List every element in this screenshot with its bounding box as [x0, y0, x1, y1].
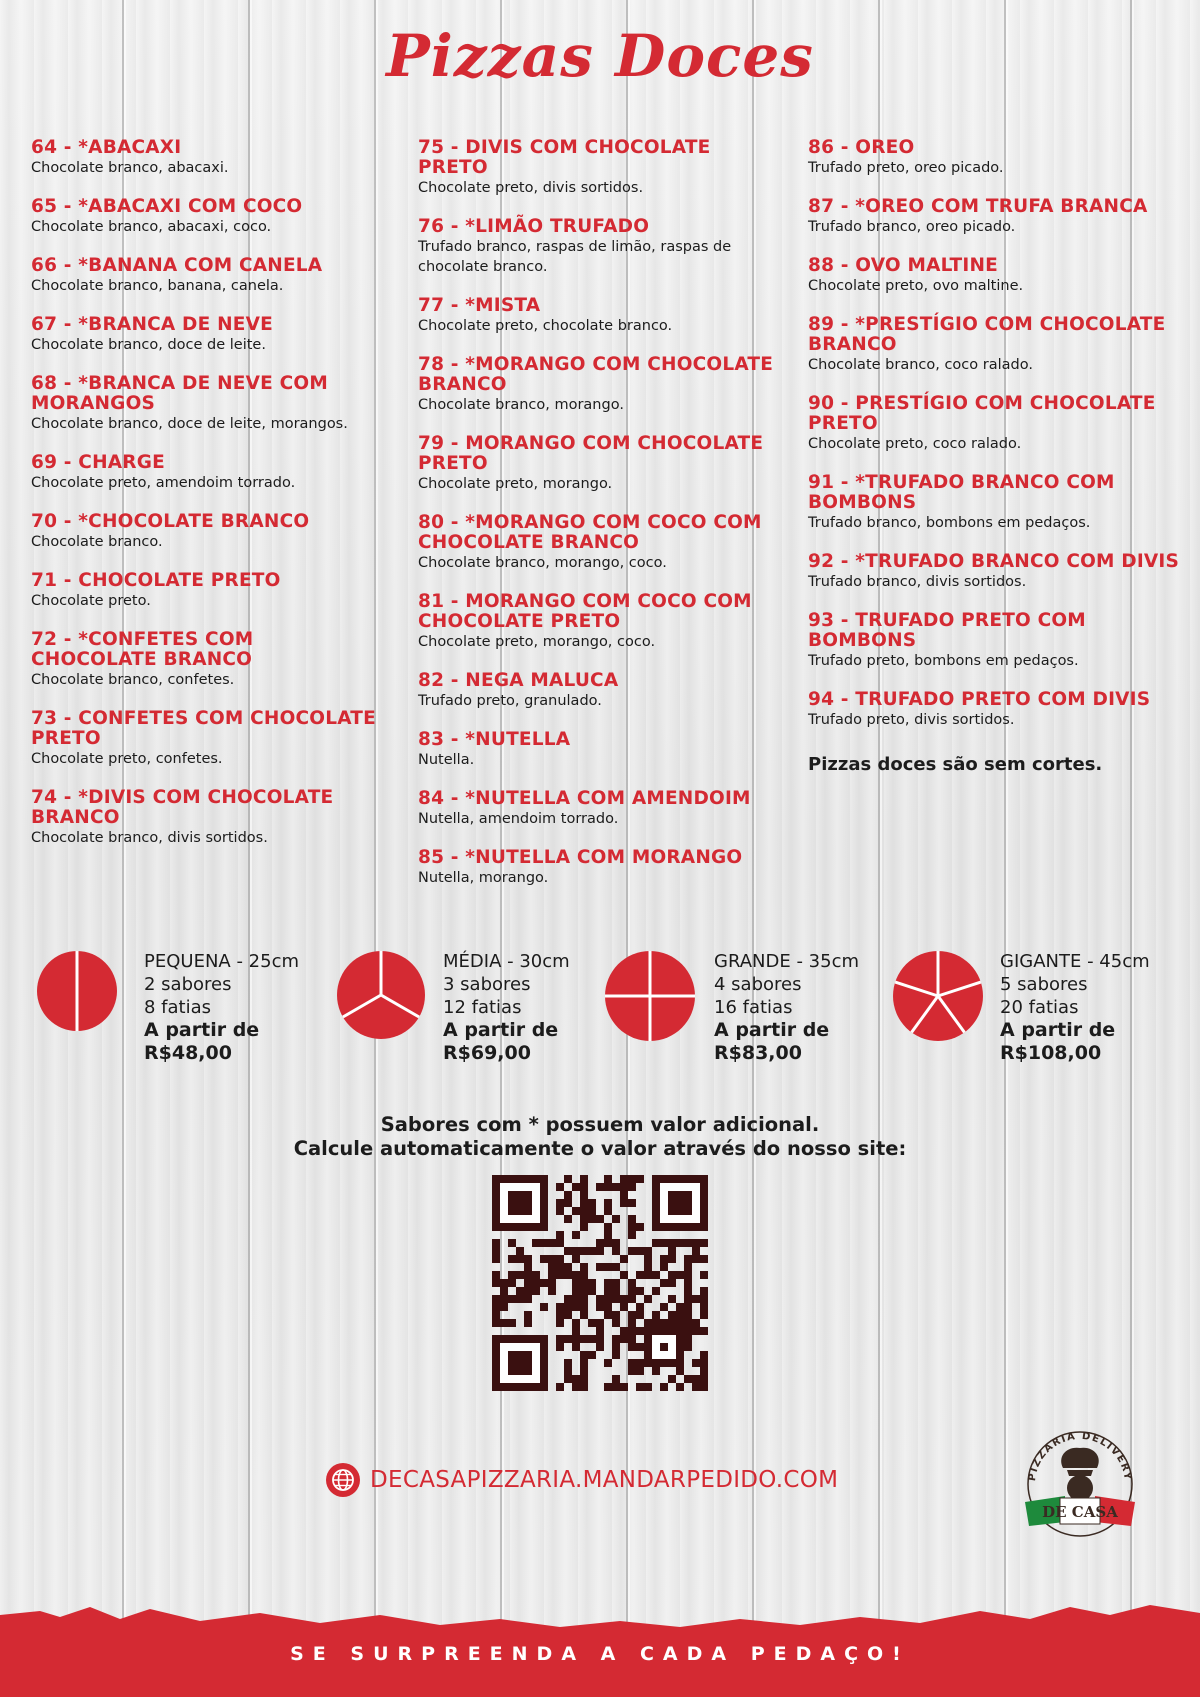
pizza-3-slices-icon — [336, 950, 426, 1040]
price-prefix: A partir de — [443, 1019, 559, 1041]
page-title: Pizzas Doces — [386, 22, 814, 90]
menu-item-description: Nutella. — [418, 752, 475, 768]
menu-item — [808, 138, 1180, 178]
menu-item-name: 86 - OREO — [808, 137, 915, 158]
size-label: PEQUENA - 25cm — [144, 951, 299, 972]
menu-item-name: 82 - NEGA MALUCA — [418, 670, 619, 691]
menu-column-3-items — [808, 138, 1180, 730]
menu-item-name: 75 - DIVIS COM CHOCOLATE PRETO — [418, 137, 711, 178]
menu-item-name: 79 - MORANGO COM CHOCOLATE PRETO — [418, 433, 764, 474]
size-info — [714, 950, 859, 1065]
size-slices: 8 fatias — [144, 997, 212, 1018]
menu-item — [418, 217, 783, 277]
menu-item-description: Trufado preto, granulado. — [418, 693, 602, 709]
menu-item-name: 76 - *LIMÃO TRUFADO — [418, 216, 650, 237]
price-value: R$83,00 — [714, 1042, 802, 1064]
menu-item-name: 69 - CHARGE — [31, 452, 165, 473]
info-line-1: Sabores com * possuem valor adicional. — [380, 1113, 820, 1136]
menu-item — [808, 611, 1180, 671]
menu-item — [808, 256, 1180, 296]
menu-item — [31, 453, 376, 493]
menu-item-description: Trufado preto, bombons em pedaços. — [808, 653, 1079, 669]
menu-item-name: 66 - *BANANA COM CANELA — [31, 255, 323, 276]
menu-item-name: 92 - *TRUFADO BRANCO COM DIVIS — [808, 551, 1180, 572]
no-cut-note: Pizzas doces são sem cortes. — [808, 754, 1103, 775]
menu-item-description: Chocolate branco, doce de leite, morangos. — [31, 416, 348, 432]
price-prefix: A partir de — [1000, 1019, 1116, 1041]
price-value: R$108,00 — [1000, 1042, 1102, 1064]
price-prefix: A partir de — [714, 1019, 830, 1041]
menu-item — [808, 690, 1180, 730]
menu-item-description: Nutella, morango. — [418, 870, 549, 886]
menu-item-description: Chocolate branco, abacaxi. — [31, 160, 229, 176]
menu-item-name: 73 - CONFETES COM CHOCOLATE PRETO — [31, 708, 376, 749]
menu-item-name: 84 - *NUTELLA COM AMENDOIM — [418, 788, 751, 809]
menu-item — [418, 592, 783, 652]
menu-item — [418, 730, 783, 770]
menu-item — [31, 571, 376, 611]
menu-item — [31, 138, 376, 178]
menu-item — [418, 789, 783, 829]
menu-item — [418, 434, 783, 494]
menu-item-description: Chocolate preto. — [31, 593, 151, 609]
menu-item — [418, 355, 783, 415]
menu-item-name: 70 - *CHOCOLATE BRANCO — [31, 511, 310, 532]
menu-column-3 — [808, 138, 1180, 775]
price-prefix: A partir de — [144, 1019, 260, 1041]
menu-item — [808, 473, 1180, 533]
menu-item-description: Chocolate preto, chocolate branco. — [418, 318, 673, 334]
menu-item-name: 83 - *NUTELLA — [418, 729, 571, 750]
size-label: GIGANTE - 45cm — [1000, 951, 1150, 972]
menu-item — [418, 296, 783, 336]
menu-item — [31, 256, 376, 296]
menu-item-description: Chocolate branco, confetes. — [31, 672, 235, 688]
size-flavors: 5 sabores — [1000, 974, 1088, 995]
pizza-5-slices-icon — [892, 950, 984, 1042]
menu-item-description: Trufado branco, divis sortidos. — [808, 574, 1027, 590]
menu-item-description: Chocolate branco, morango. — [418, 397, 624, 413]
menu-item-name: 88 - OVO MALTINE — [808, 255, 998, 276]
menu-item-description: Trufado branco, bombons em pedaços. — [808, 515, 1091, 531]
size-flavors: 3 sabores — [443, 974, 531, 995]
size-flavors: 2 sabores — [144, 974, 232, 995]
menu-item — [808, 197, 1180, 237]
menu-item-name: 71 - CHOCOLATE PRETO — [31, 570, 281, 591]
menu-item-description: Chocolate branco. — [31, 534, 163, 550]
menu-item-name: 80 - *MORANGO COM COCO COM CHOCOLATE BRANCO — [418, 512, 762, 553]
menu-item-name: 74 - *DIVIS COM CHOCOLATE BRANCO — [31, 787, 334, 828]
size-slices: 12 fatias — [443, 997, 522, 1018]
menu-item-description: Chocolate branco, abacaxi, coco. — [31, 219, 272, 235]
logo-name: DE CASA — [1042, 1503, 1118, 1521]
menu-item-description: Trufado branco, oreo picado. — [808, 219, 1016, 235]
logo-ring-text: PIZZARIA DELIVERY — [1026, 1430, 1134, 1482]
menu-item-name: 91 - *TRUFADO BRANCO COM BOMBONS — [808, 472, 1115, 513]
menu-item-name: 78 - *MORANGO COM CHOCOLATE BRANCO — [418, 354, 774, 395]
menu-item-name: 67 - *BRANCA DE NEVE — [31, 314, 273, 335]
menu-item — [31, 374, 376, 434]
price-value: R$48,00 — [144, 1042, 232, 1064]
info-line-2: Calcule automaticamente o valor através do nosso site: — [293, 1137, 907, 1160]
menu-item-description: Trufado preto, divis sortidos. — [808, 712, 1015, 728]
menu-item — [808, 552, 1180, 592]
menu-item-description: Chocolate branco, divis sortidos. — [31, 830, 268, 846]
menu-item-name: 77 - *MISTA — [418, 295, 541, 316]
size-flavors: 4 sabores — [714, 974, 802, 995]
menu-item — [31, 512, 376, 552]
menu-item-name: 64 - *ABACAXI — [31, 137, 182, 158]
menu-item — [31, 197, 376, 237]
qr-code[interactable] — [492, 1175, 708, 1391]
menu-item-description: Chocolate branco, morango, coco. — [418, 555, 667, 571]
menu-item-name: 72 - *CONFETES COM CHOCOLATE BRANCO — [31, 629, 254, 670]
menu-item-name: 94 - TRUFADO PRETO COM DIVIS — [808, 689, 1151, 710]
menu-item — [31, 788, 376, 848]
menu-item-name: 68 - *BRANCA DE NEVE COM MORANGOS — [31, 373, 328, 414]
menu-item-name: 87 - *OREO COM TRUFA BRANCA — [808, 196, 1148, 217]
menu-column-2 — [418, 138, 783, 907]
menu-item — [418, 848, 783, 888]
menu-item-name: 93 - TRUFADO PRETO COM BOMBONS — [808, 610, 1086, 651]
menu-item-name: 85 - *NUTELLA COM MORANGO — [418, 847, 743, 868]
menu-item — [418, 513, 783, 573]
size-info — [1000, 950, 1150, 1065]
menu-item-description: Chocolate preto, divis sortidos. — [418, 180, 644, 196]
menu-item-name: 65 - *ABACAXI COM COCO — [31, 196, 303, 217]
menu-item — [418, 138, 783, 198]
globe-icon — [326, 1463, 360, 1497]
menu-item — [808, 315, 1180, 375]
menu-item-description: Nutella, amendoim torrado. — [418, 811, 619, 827]
menu-item-description: Trufado branco, raspas de limão, raspas de chocolate branco. — [418, 239, 732, 275]
menu-item-description: Chocolate preto, morango. — [418, 476, 613, 492]
menu-item-description: Chocolate preto, confetes. — [31, 751, 223, 767]
menu-item-description: Chocolate preto, ovo maltine. — [808, 278, 1024, 294]
menu-item-description: Chocolate branco, coco ralado. — [808, 357, 1033, 373]
size-slices: 16 fatias — [714, 997, 793, 1018]
menu-item — [31, 709, 376, 769]
size-label: MÉDIA - 30cm — [443, 951, 570, 972]
size-info — [443, 950, 570, 1065]
pizzaria-logo — [1005, 1418, 1155, 1538]
size-info — [144, 950, 299, 1065]
website-url[interactable]: DECASAPIZZARIA.MANDARPEDIDO.COM — [370, 1467, 839, 1493]
menu-item-description: Chocolate branco, doce de leite. — [31, 337, 266, 353]
menu-item — [31, 630, 376, 690]
tagline: SE SURPREENDA A CADA PEDAÇO! — [290, 1643, 910, 1665]
menu-item — [31, 315, 376, 355]
menu-item-name: 90 - PRESTÍGIO COM CHOCOLATE PRETO — [808, 393, 1156, 434]
pizza-4-slices-icon — [604, 950, 696, 1042]
menu-item-name: 89 - *PRESTÍGIO COM CHOCOLATE BRANCO — [808, 314, 1166, 355]
pizza-2-slices-icon — [36, 950, 118, 1032]
menu-column-1 — [31, 138, 376, 867]
size-label: GRANDE - 35cm — [714, 951, 860, 972]
menu-item-description: Chocolate branco, banana, canela. — [31, 278, 284, 294]
website-link[interactable] — [326, 1463, 838, 1497]
size-slices: 20 fatias — [1000, 997, 1079, 1018]
menu-item-name: 81 - MORANGO COM COCO COM CHOCOLATE PRETO — [418, 591, 752, 632]
menu-item-description: Chocolate preto, coco ralado. — [808, 436, 1022, 452]
price-value: R$69,00 — [443, 1042, 531, 1064]
additional-value-info — [0, 1113, 1200, 1161]
menu-item-description: Trufado preto, oreo picado. — [808, 160, 1004, 176]
menu-item-description: Chocolate preto, morango, coco. — [418, 634, 656, 650]
menu-item — [808, 394, 1180, 454]
menu-item — [418, 671, 783, 711]
menu-item-description: Chocolate preto, amendoim torrado. — [31, 475, 296, 491]
